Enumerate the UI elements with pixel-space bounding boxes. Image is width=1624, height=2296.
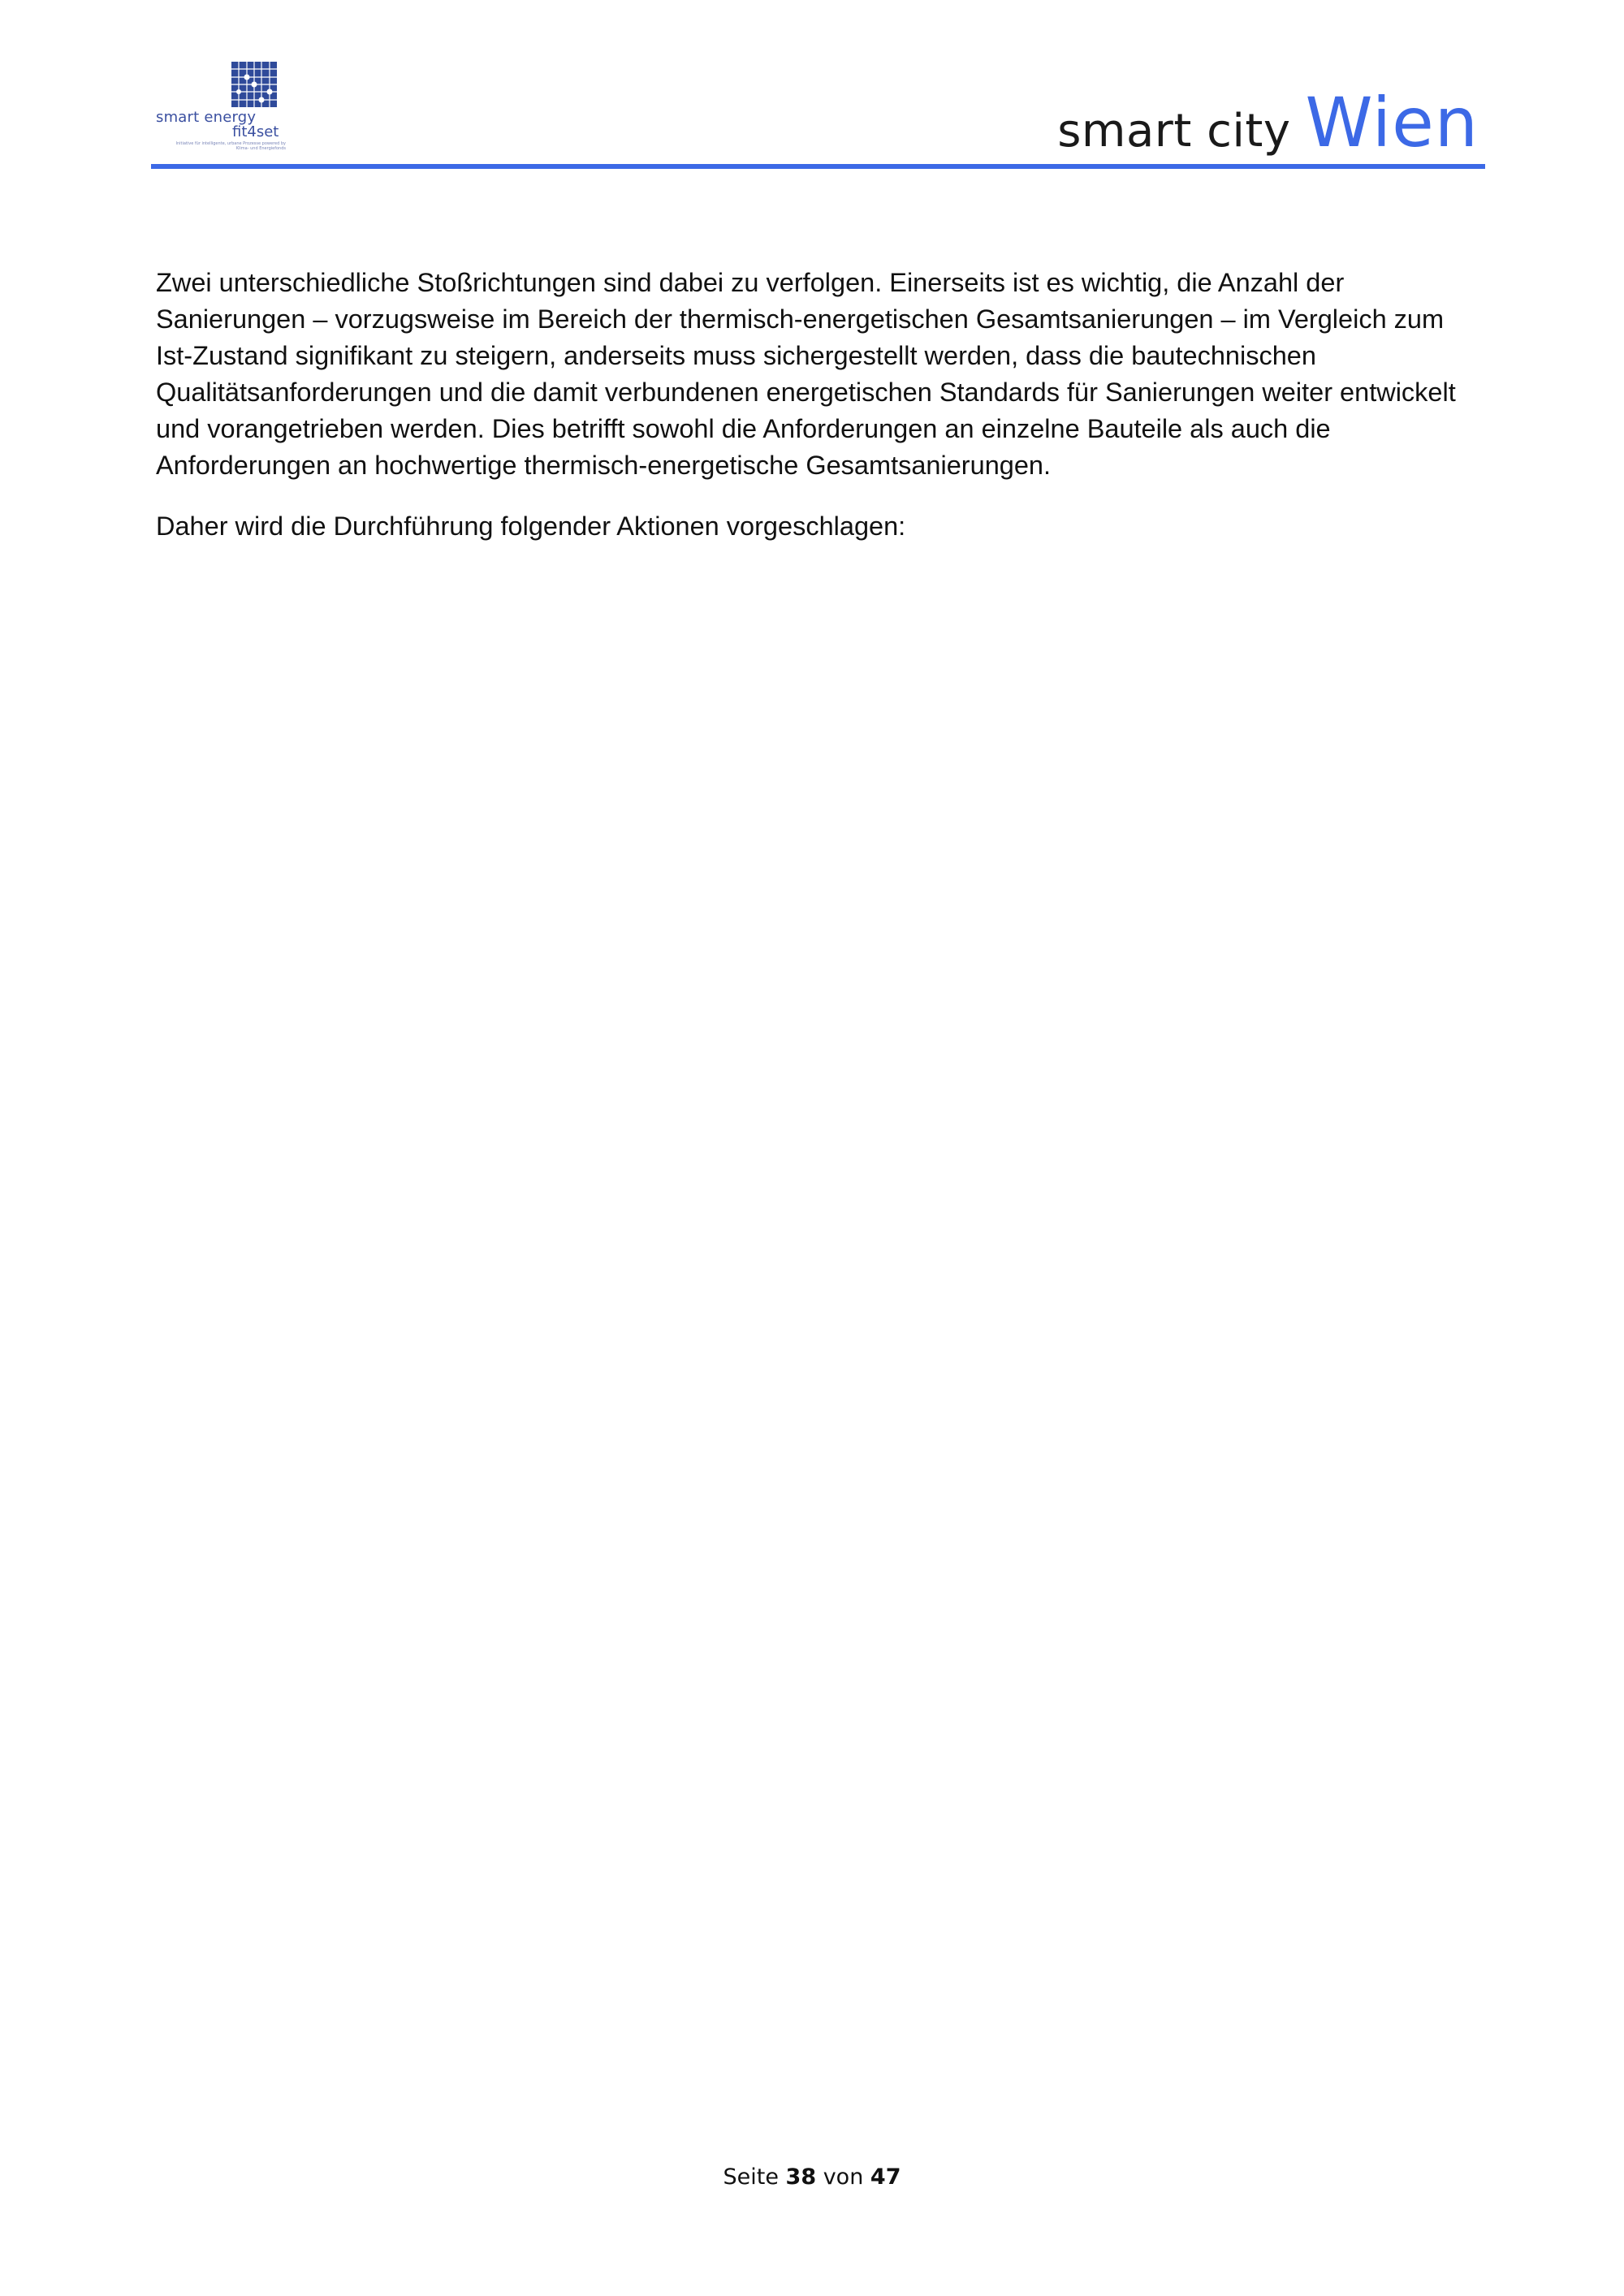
paragraph-2: Daher wird die Durchführung folgender Aktionen vorgeschlagen: — [156, 511, 906, 541]
page-number-footer — [0, 2164, 1624, 2190]
logo-line-fit4set: fit4set — [232, 123, 279, 140]
paragraph-1: Zwei unterschiedliche Stoßrichtungen sind dabei zu verfolgen. Einerseits ist es wichtig, die Anzahl der Sanierungen – vorzugsweise im Bereich der thermisch-energetischen Gesamtsanierungen – im Vergleich zum Ist-Zustand signifikant zu steigern, anderseits muss sichergestellt werden, dass die bautechnischen Qualitätsanforderungen und die damit verbundenen energetischen Standards für Sanierungen weiter entwickelt und vorangetrieben werden. Dies betrifft sowohl die Anforderungen an einzelne Bauteile als auch die Anforderungen an hochwertige thermisch-energetische Gesamtsanierungen. — [156, 268, 1456, 480]
footer-label-seite: Seite — [723, 2164, 779, 2190]
brand-wien: Wien — [1305, 83, 1479, 162]
brand-smart-city: smart city — [1057, 105, 1291, 158]
page-header — [151, 62, 1485, 170]
smart-energy-logo — [151, 62, 289, 162]
footer-current-page: 38 — [785, 2164, 817, 2190]
footer-label-von: von — [823, 2164, 864, 2190]
body-text — [156, 265, 1488, 569]
smart-city-wien-brand — [1057, 83, 1479, 162]
header-divider — [151, 164, 1485, 169]
logo-tagline: Initiative für intelligente, urbane Prozesse powered by Klima- und Energiefonds — [175, 141, 286, 151]
logo-line-smart-energy: smart energy — [156, 109, 257, 126]
footer-total-pages: 47 — [870, 2164, 901, 2190]
grid-logo-icon — [231, 62, 277, 107]
